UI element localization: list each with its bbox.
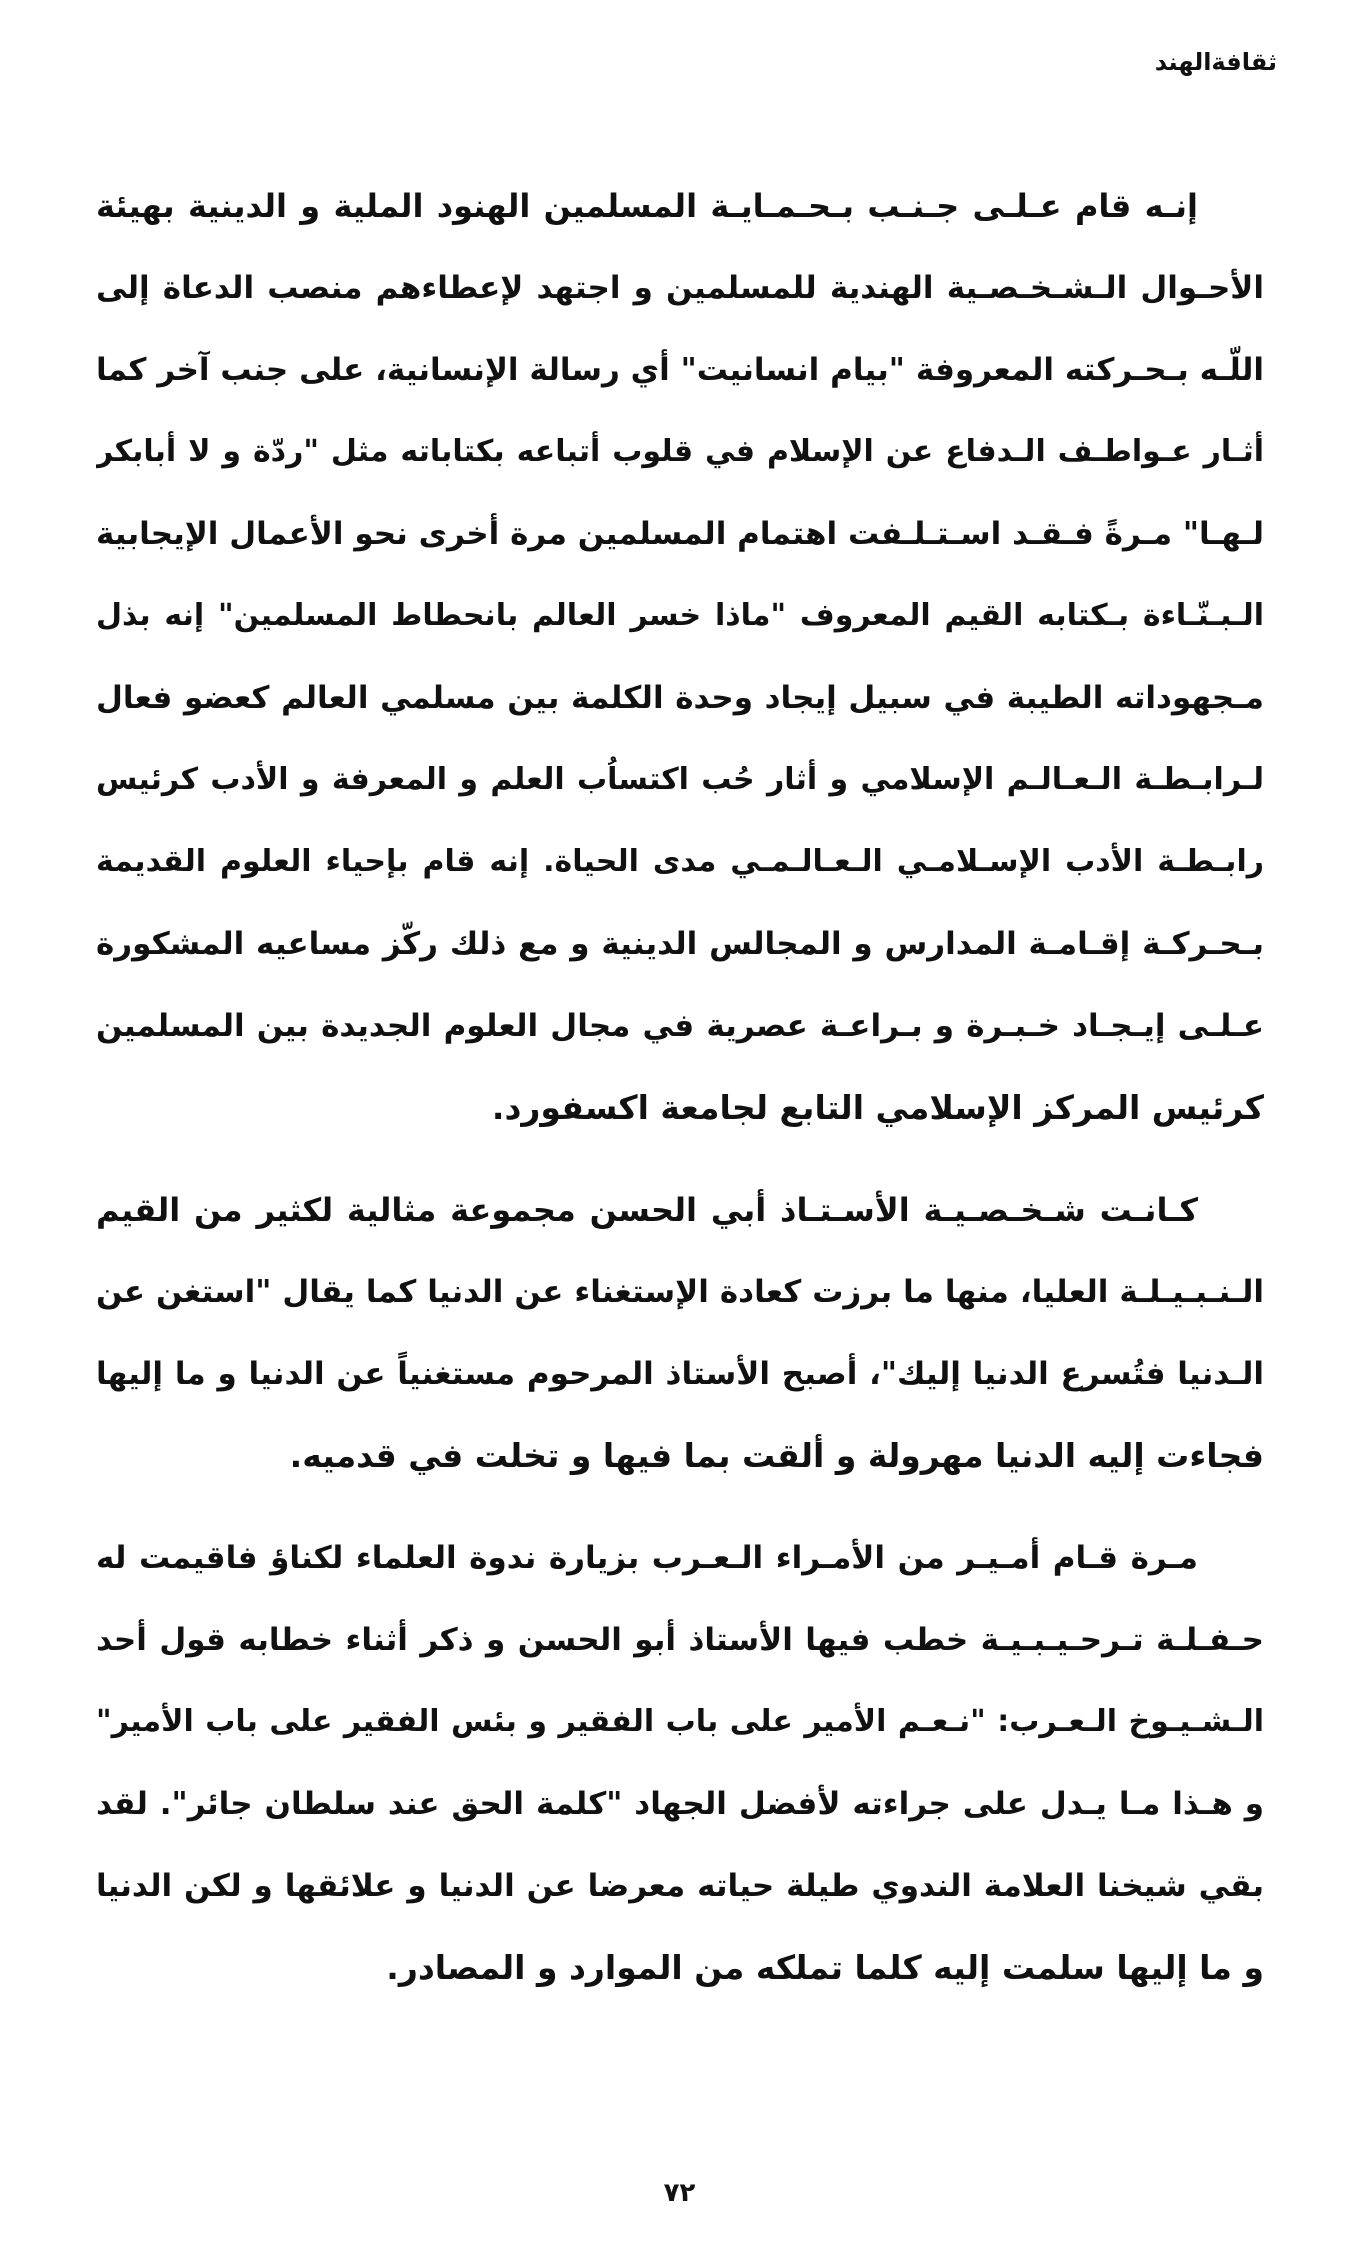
text-line: عـلـى إيـجـاد خـبـرة و بـراعـة عصرية في مجال العلوم الجديدة بين المسلمين [96,1008,1264,1044]
text-line: رابـطـة الأدب الإسـلامـي الـعـالـمـي مدى الحياة. إنه قام بإحياء العلوم القديمة [96,844,1264,879]
text-line: لـرابـطـة الـعـالـم الإسلامي و أثار حُب اكتساُب العلم و المعرفة و الأدب كرئيس [96,762,1264,797]
text-line: و هـذا مـا يـدل على جراءته لأفضل الجهاد "كلمة الحق عند سلطان جائر". لقد [96,1786,1264,1822]
text-line: كرئيس المركز الإسلامي التابع لجامعة اكسفورد. [491,1088,1264,1127]
text-line: الـدنيا فتُسرع الدنيا إليك"، أصبح الأستاذ المرحوم مستغنياً عن الدنيا و ما إليها [96,1356,1264,1392]
text-line: الأحـوال الـشـخـصـية الهندية للمسلمين و اجتهد لإعطاءهم منصب الدعاة إلى [96,270,1264,306]
text-line: الـنـبـيـلـة العليا، منها ما برزت كعادة الإستغناء عن الدنيا كما يقال "استغن عن [96,1274,1264,1310]
text-line: مـجهوداته الطيبة في سبيل إيجاد وحدة الكلمة بين مسلمي العالم كعضو فعال [96,680,1264,716]
text-line: أثـار عـواطـف الـدفاع عن الإسلام في قلوب أتباعه بكتاباته مثل "ردّة و لا أبابكر [96,434,1264,469]
text-line: الـبـنّـاءة بـكتابه القيم المعروف "ماذا خسر العالم بانحطاط المسلمين" إنه بذل [96,598,1264,633]
page-number: ٧٢ [663,2178,696,2208]
text-line: اللّـه بـحـركته المعروفة "بيام انسانيت" أي رسالة الإنسانية، على جنب آخر كما [96,352,1264,388]
text-line: و ما إليها سلمت إليه كلما تملكه من الموارد و المصادر. [386,1948,1264,1987]
paragraph [96,165,1264,1149]
text-line: حـفـلـة تـرحـيـبـيـة خطب فيها الأستاذ أبو الحسن و ذكر أثناء خطابه قول أحد [96,1622,1264,1658]
text-line: لـهـا" مـرةً فـقـد اسـتـلـفت اهتمام المسلمين مرة أخرى نحو الأعمال الإيجابية [96,516,1264,552]
running-header: ثقافةالهند [1154,48,1277,76]
body-text [96,165,1264,2029]
text-line: فجاءت إليه الدنيا مهرولة و ألقت بما فيها و تخلت في قدميه. [289,1436,1264,1475]
text-line: بـحـركـة إقـامـة المدارس و المجالس الدينية و مع ذلك ركّز مساعيه المشكورة [96,926,1264,962]
text-line: بقي شيخنا العلامة الندوي طيلة حياته معرضا عن الدنيا و علائقها و لكن الدنيا [96,1868,1264,1904]
text-line: مـرة قـام أمـيـر من الأمـراء الـعـرب بزيارة ندوة العلماء لكناؤ فاقيمت له [96,1540,1198,1576]
text-line: إنـه قام عـلـى جـنـب بـحـمـايـة المسلمين الهنود الملية و الدينية بهيئة [96,187,1198,225]
paragraph [96,1517,1264,2009]
text-line: كـانـت شـخـصـيـة الأسـتـاذ أبي الحسن مجموعة مثالية لكثير من القيم [96,1191,1198,1229]
paragraph [96,1169,1264,1497]
text-line: الـشـيـوخ الـعـرب: "نـعـم الأمير على باب الفقير و بئس الفقير على باب الأمير" [96,1704,1264,1739]
